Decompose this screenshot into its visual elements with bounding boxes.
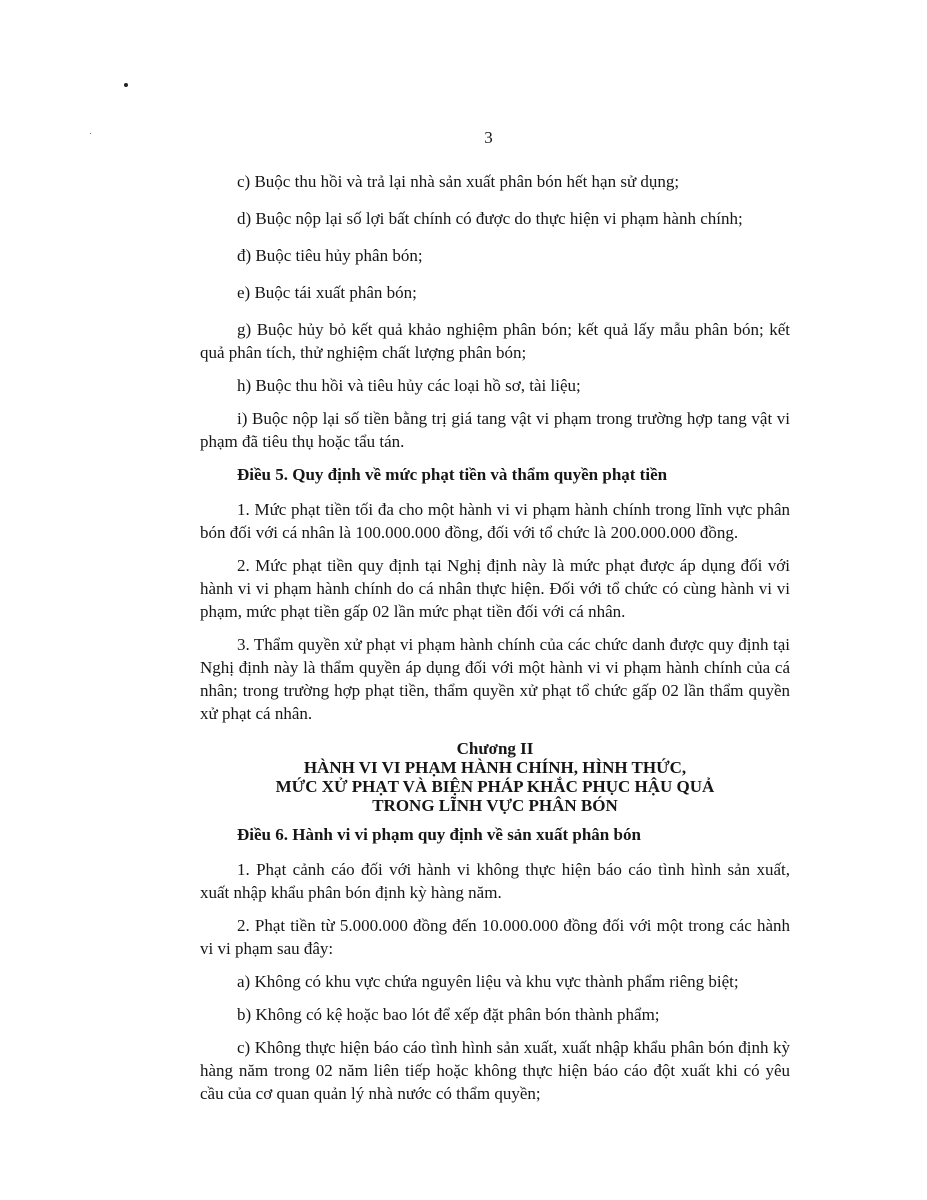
article-6-para-1: 1. Phạt cảnh cáo đối với hành vi không thực hiện báo cáo tình hình sản xuất, xuất nhập khẩu phân bón định kỳ hàng năm.: [200, 860, 790, 902]
article-6-item-a: a) Không có khu vực chứa nguyên liệu và khu vực thành phẩm riêng biệt;: [237, 972, 739, 991]
chapter-title-line-1: HÀNH VI VI PHẠM HÀNH CHÍNH, HÌNH THỨC,: [303, 758, 687, 777]
chapter-label: Chương II: [456, 739, 534, 758]
chapter-title-line-2: MỨC XỬ PHẠT VÀ BIỆN PHÁP KHẮC PHỤC HẬU QUẢ: [275, 777, 715, 796]
chapter-title-line-3: TRONG LĨNH VỰC PHÂN BÓN: [372, 796, 618, 815]
item-e: e) Buộc tái xuất phân bón;: [237, 283, 417, 302]
item-i: i) Buộc nộp lại số tiền bằng trị giá tang vật vi phạm trong trường hợp tang vật vi phạm đã tiêu thụ hoặc tẩu tán.: [200, 409, 790, 451]
item-h: h) Buộc thu hồi và tiêu hủy các loại hồ sơ, tài liệu;: [237, 376, 581, 395]
article-5-para-1: 1. Mức phạt tiền tối đa cho một hành vi vi phạm hành chính trong lĩnh vực phân bón đối với cá nhân là 100.000.000 đồng, đối với tổ chức là 200.000.000 đồng.: [200, 500, 790, 542]
document-body: [200, 170, 790, 1115]
item-g: g) Buộc hủy bỏ kết quả khảo nghiệm phân bón; kết quả lấy mẫu phân bón; kết quả phân tích, thử nghiệm chất lượng phân bón;: [200, 320, 790, 362]
article-6-para-2: 2. Phạt tiền từ 5.000.000 đồng đến 10.000.000 đồng đối với một trong các hành vi vi phạm sau đây:: [200, 916, 790, 958]
item-d: d) Buộc nộp lại số lợi bất chính có được do thực hiện vi phạm hành chính;: [237, 209, 743, 228]
item-dd: đ) Buộc tiêu hủy phân bón;: [237, 246, 423, 265]
article-6-title: Điều 6. Hành vi vi phạm quy định về sản xuất phân bón: [237, 825, 641, 844]
chapter-heading: [200, 739, 790, 815]
scan-speck: [124, 83, 128, 87]
article-5-title: Điều 5. Quy định về mức phạt tiền và thẩm quyền phạt tiền: [237, 465, 668, 484]
item-c: c) Buộc thu hồi và trả lại nhà sản xuất phân bón hết hạn sử dụng;: [237, 172, 680, 191]
article-5-para-3: 3. Thẩm quyền xử phạt vi phạm hành chính của các chức danh được quy định tại Nghị định này là thẩm quyền áp dụng đối với một hành vi vi phạm hành chính của cá nhân; trong trường hợp phạt tiền, thẩm quyền xử phạt tổ chức gấp 02 lần thẩm quyền xử phạt cá nhân.: [200, 635, 790, 723]
article-6-item-c: c) Không thực hiện báo cáo tình hình sản xuất, xuất nhập khẩu phân bón định kỳ hàng năm trong 02 năm liên tiếp hoặc không thực hiện báo cáo đột xuất khi có yêu cầu của cơ quan quản lý nhà nước có thẩm quyền;: [200, 1038, 790, 1103]
article-6-item-b: b) Không có kệ hoặc bao lót để xếp đặt phân bón thành phẩm;: [237, 1005, 660, 1024]
article-5-para-2: 2. Mức phạt tiền quy định tại Nghị định này là mức phạt được áp dụng đối với hành vi vi phạm hành chính do cá nhân thực hiện. Đối với tổ chức có cùng hành vi vi phạm, mức phạt tiền gấp 02 lần mức phạt tiền đối với cá nhân.: [200, 556, 790, 621]
page-number: 3: [484, 128, 493, 147]
